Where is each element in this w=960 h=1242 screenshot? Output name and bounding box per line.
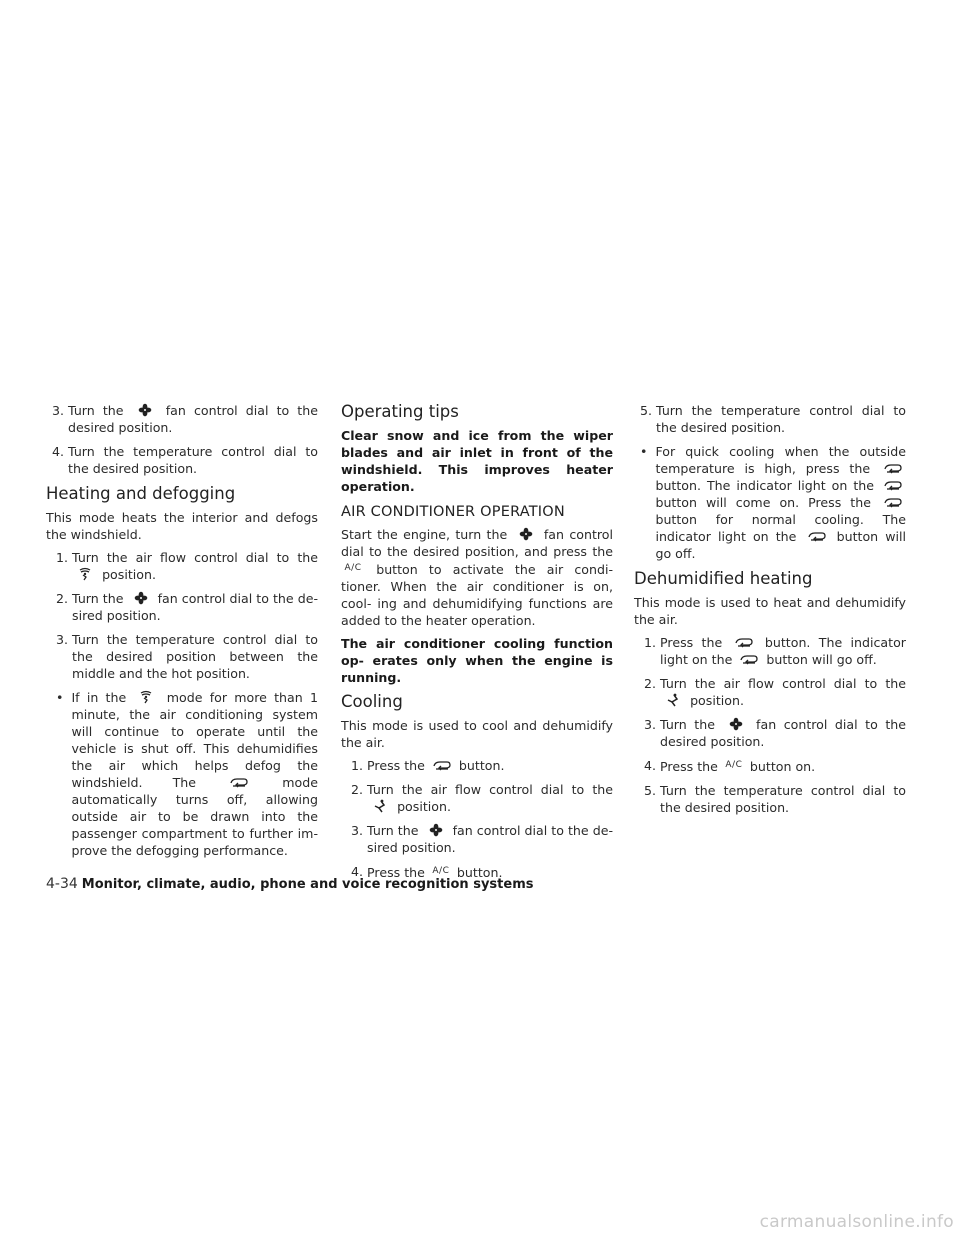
floor-airflow-icon xyxy=(662,693,684,707)
page-footer xyxy=(46,876,533,892)
fan-icon xyxy=(134,403,156,417)
fan-icon xyxy=(130,591,152,605)
cooling-step-3: 3. Turn the fan control dial to the de- sired position. xyxy=(351,823,613,855)
dehum-step-5: 5. Turn the temperature control dial to the desired position. xyxy=(644,783,906,815)
step-3: 3. Turn the fan control dial to the desired position. xyxy=(52,403,318,435)
column-3 xyxy=(634,402,906,823)
floor-airflow-icon xyxy=(369,799,391,813)
dehum-step-4: 4. Press the A/C button on. xyxy=(644,758,816,774)
heading-heating-defogging: Heating and defogging xyxy=(46,484,236,503)
ac-button-label: A/C xyxy=(432,866,450,876)
heating-bullet: • If in the mode for more than 1 minute, the air conditioning system will continue to operate until the vehicle is shut off. This dehumidifies the air which helps defog the windshield. The mode automatically turns off, allowing outside air to be drawn into the passenger compartment to further im- prove the defogging performance. xyxy=(56,690,318,858)
recirculation-icon xyxy=(738,652,760,666)
fan-icon xyxy=(515,527,537,541)
heading-ac-operation: AIR CONDITIONER OPERATION xyxy=(341,504,565,520)
recirculation-icon xyxy=(431,758,453,772)
recirculation-icon xyxy=(882,495,904,509)
heating-step-1: 1. Turn the air flow control dial to the position. xyxy=(56,550,318,582)
cooling-step-2: 2. Turn the air flow control dial to the position. xyxy=(351,782,613,814)
ac-button-label: A/C xyxy=(725,760,743,770)
defrost-floor-icon xyxy=(74,567,96,581)
heading-cooling: Cooling xyxy=(341,692,403,711)
dehum-step-2: 2. Turn the air flow control dial to the position. xyxy=(644,676,906,708)
tips-warning: Clear snow and ice from the wiper blades and air inlet in front of the windshield. This improves heater operation. xyxy=(341,428,613,494)
ac-button-label: A/C xyxy=(344,563,362,573)
dehum-intro: This mode is used to heat and dehumidify the air. xyxy=(634,595,906,627)
step-4: 4. Turn the temperature control dial to the desired position. xyxy=(52,444,318,476)
dehum-step-1: 1. Press the button. The indicator light on the button will go off. xyxy=(644,635,906,667)
heating-step-2: 2. Turn the fan control dial to the de- sired position. xyxy=(56,591,318,623)
recirculation-icon xyxy=(733,635,755,649)
heading-operating-tips: Operating tips xyxy=(341,402,459,421)
ac-warning: The air conditioner cooling function op- erates only when the engine is running. xyxy=(341,636,613,685)
recirculation-icon xyxy=(882,461,904,475)
cooling-intro: This mode is used to cool and dehumidify the air. xyxy=(341,718,613,750)
dehum-step-3: 3. Turn the fan control dial to the desired position. xyxy=(644,717,906,749)
section-title: Monitor, climate, audio, phone and voice recognition systems xyxy=(81,877,534,892)
cooling-step-5: 5. Turn the temperature control dial to the desired position. xyxy=(640,403,906,435)
ac-paragraph: Start the engine, turn the fan control dial to the desired position, and press the A/C button to activate the air condi- tioner. When the air conditioner is on, cool- ing and dehumidifying functions are added to the heater operation. xyxy=(341,527,613,628)
watermark: carmanualsonline.info xyxy=(759,1212,954,1232)
heating-step-3: 3. Turn the temperature control dial to the desired position between the middle and the hot position. xyxy=(56,632,318,681)
column-2 xyxy=(341,402,613,888)
defrost-floor-icon xyxy=(135,690,157,704)
recirculation-icon xyxy=(806,529,828,543)
heating-intro: This mode heats the interior and defogs the windshield. xyxy=(46,510,318,542)
step-number: 3. xyxy=(52,403,65,418)
recirculation-icon xyxy=(228,775,250,789)
column-1 xyxy=(46,402,318,866)
heading-dehumidified-heating: Dehumidified heating xyxy=(634,569,813,588)
cooling-step-4: 4. Press the A/C button. xyxy=(351,864,503,880)
page-number: 4-34 xyxy=(46,876,78,892)
quick-cooling-bullet: • For quick cooling when the outside temperature is high, press the button. The indicator light on the button will come on. Press the button for normal cooling. The indicator light on the button will go off. xyxy=(640,444,907,561)
recirculation-icon xyxy=(882,478,904,492)
fan-icon xyxy=(425,823,447,837)
cooling-step-1: 1. Press the button. xyxy=(351,758,505,773)
fan-icon xyxy=(725,717,747,731)
